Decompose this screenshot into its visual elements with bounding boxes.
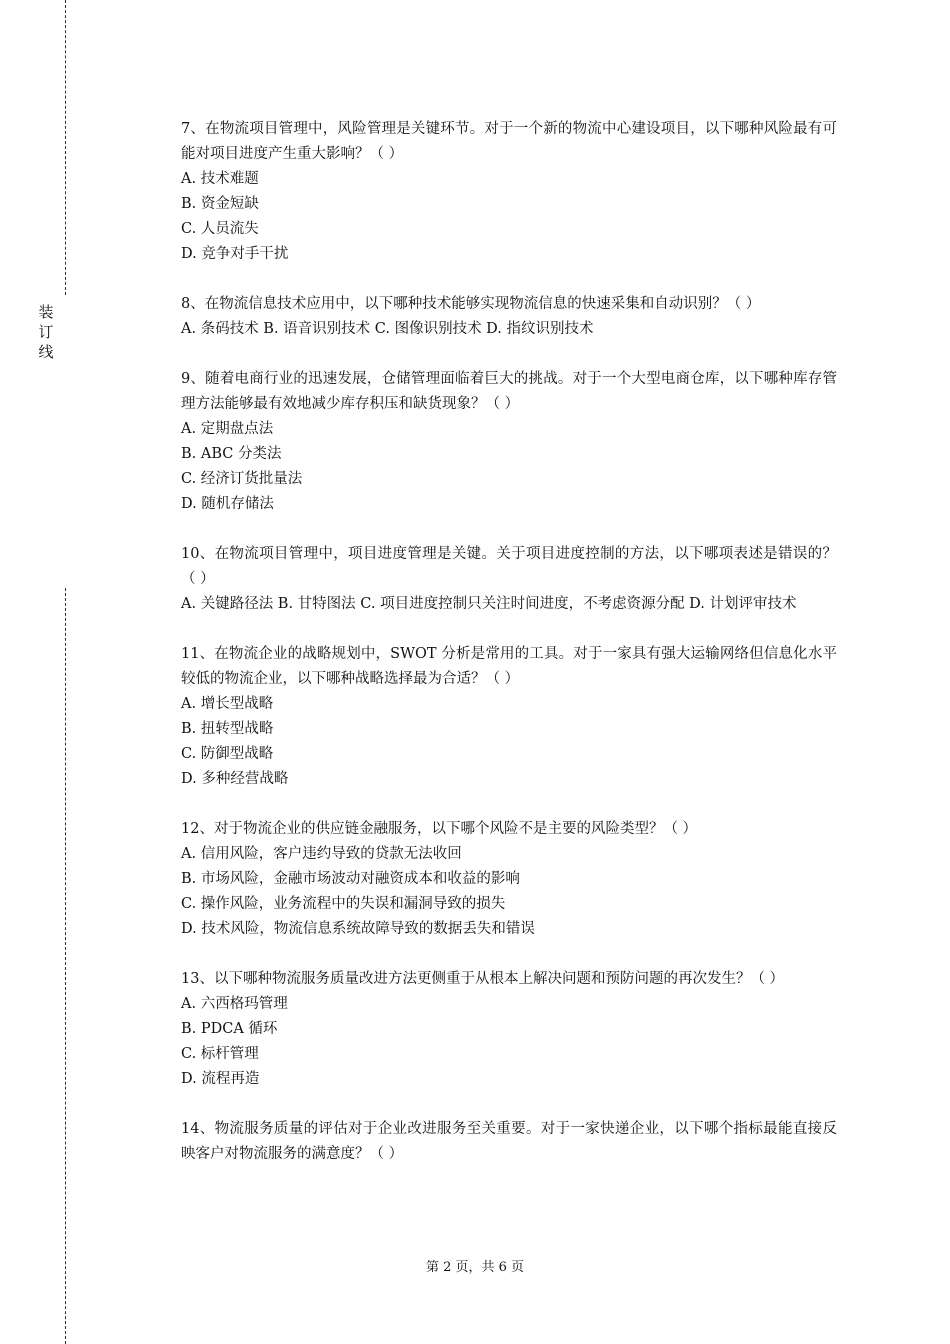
option-a: A. 信用风险，客户违约导致的贷款无法收回 [181,846,462,862]
question-13 [181,967,837,1092]
question-11 [181,642,837,792]
option-d: D. 随机存储法 [181,496,274,512]
page-footer: 第 2 页，共 6 页 [425,1260,525,1275]
question-12 [181,817,837,942]
options-inline: A. 条码技术 B. 语音识别技术 C. 图像识别技术 D. 指纹识别技术 [181,321,594,337]
option-d: D. 技术风险，物流信息系统故障导致的数据丢失和错误 [181,921,535,937]
question-9 [181,367,837,517]
option-b: B. 扭转型战略 [181,721,274,737]
question-text: 12、对于物流企业的供应链金融服务，以下哪个风险不是主要的风险类型？（ ） [181,821,698,837]
option-d: D. 竞争对手干扰 [181,246,289,262]
option-c: C. 操作风险，业务流程中的失误和漏洞导致的损失 [181,896,506,912]
question-list [181,117,837,1192]
question-text: 14、物流服务质量的评估对于企业改进服务至关重要。对于一家快递企业，以下哪个指标最能直接反映客户对物流服务的满意度？（ ） [181,1121,837,1162]
option-b: B. 资金短缺 [181,196,259,212]
question-text: 11、在物流企业的战略规划中，SWOT 分析是常用的工具。对于一家具有强大运输网络但信息化水平较低的物流企业，以下哪种战略选择最为合适？（ ） [181,646,837,687]
question-7 [181,117,837,267]
binding-char: 装 [38,303,54,321]
option-c: C. 标杆管理 [181,1046,259,1062]
question-text: 10、在物流项目管理中，项目进度管理是关键。关于项目进度控制的方法，以下哪项表述是错误的？（ ） [181,546,837,587]
option-a: A. 技术难题 [181,171,259,187]
option-a: A. 六西格玛管理 [181,996,288,1012]
question-10 [181,542,837,617]
question-14 [181,1117,837,1167]
question-text: 7、在物流项目管理中，风险管理是关键环节。对于一个新的物流中心建设项目，以下哪种风险最有可能对项目进度产生重大影响？（ ） [181,121,837,162]
binding-label [36,302,56,362]
option-c: C. 防御型战略 [181,746,274,762]
binding-line-top [65,0,66,295]
question-text: 13、以下哪种物流服务质量改进方法更侧重于从根本上解决问题和预防问题的再次发生？（ ） [181,971,785,987]
option-a: A. 定期盘点法 [181,421,274,437]
option-b: B. PDCA 循环 [181,1021,278,1037]
option-a: A. 增长型战略 [181,696,274,712]
binding-char: 线 [38,343,54,361]
options-inline: A. 关键路径法 B. 甘特图法 C. 项目进度控制只关注时间进度，不考虑资源分配 D. 计划评审技术 [181,596,797,612]
question-text: 8、在物流信息技术应用中，以下哪种技术能够实现物流信息的快速采集和自动识别？（ ） [181,296,761,312]
option-d: D. 多种经营战略 [181,771,289,787]
option-b: B. ABC 分类法 [181,446,282,462]
option-d: D. 流程再造 [181,1071,260,1087]
option-b: B. 市场风险，金融市场波动对融资成本和收益的影响 [181,871,520,887]
option-c: C. 人员流失 [181,221,259,237]
question-8 [181,292,837,342]
question-text: 9、随着电商行业的迅速发展，仓储管理面临着巨大的挑战。对于一个大型电商仓库，以下哪种库存管理方法能够最有效地减少库存积压和缺货现象？（ ） [181,371,837,412]
option-c: C. 经济订货批量法 [181,471,303,487]
binding-char: 订 [38,323,54,341]
binding-line-bottom [65,588,66,1344]
